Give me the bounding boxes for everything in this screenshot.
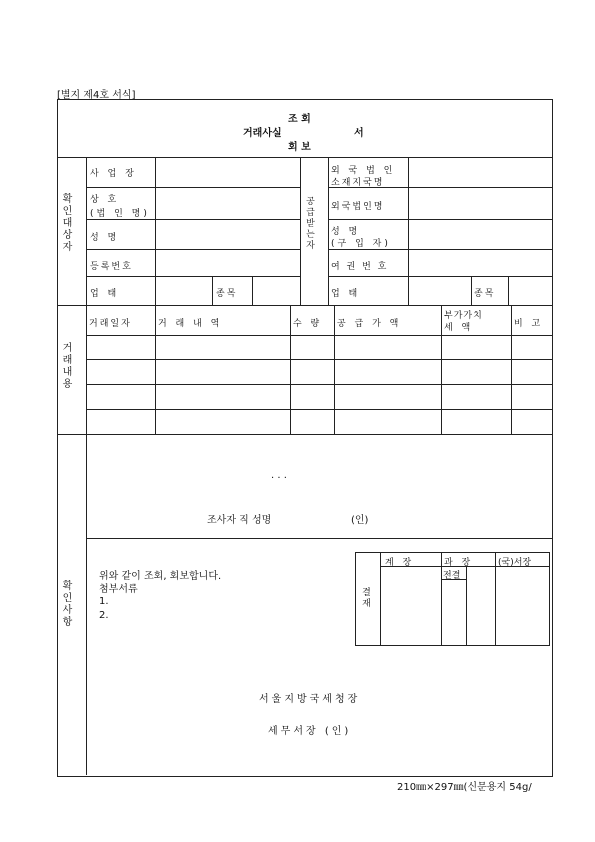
field-business-place: 사 업 장 [90, 169, 137, 179]
divider-section3 [57, 434, 552, 435]
line [86, 276, 300, 277]
field-country: 소재지국명 [331, 178, 385, 188]
line [290, 305, 291, 434]
investigator-seal: (인) [351, 515, 369, 526]
col-tax-amount: 세 액 [444, 323, 474, 333]
title-main: 거래사실 [243, 128, 282, 139]
line [86, 335, 552, 336]
form-code: [별지 제4호 서식] [57, 90, 136, 101]
line [328, 276, 552, 277]
col-vat: 부가가치 [444, 311, 483, 321]
col-quantity: 수 량 [293, 319, 323, 329]
line [86, 538, 552, 539]
line [328, 249, 552, 250]
field-foreign-corp-name: 외국법인명 [331, 202, 385, 212]
approval-delegated: 전결 [443, 571, 461, 581]
col-details: 거 래 내 역 [158, 319, 223, 329]
line [155, 305, 156, 434]
approval-manager: 과 장 [444, 558, 474, 568]
line [300, 157, 301, 305]
section1-label: 확인대상자 [60, 193, 71, 253]
line [334, 305, 335, 434]
title-suffix: 서 [354, 128, 364, 139]
field-business-type-2: 업 태 [331, 289, 361, 299]
attachment-2: 2. [99, 610, 109, 621]
title-bottom: 회 보 [288, 142, 311, 153]
col-date: 거래일자 [89, 319, 132, 329]
line [328, 219, 552, 220]
line [86, 249, 300, 250]
line [86, 409, 552, 410]
line [408, 157, 409, 305]
field-buyer-name: 성 명 [331, 227, 361, 237]
title-top: 조 회 [288, 114, 311, 125]
col-supply-value: 공 급 가 액 [337, 319, 402, 329]
field-foreign-corp: 외 국 법 인 [331, 166, 396, 176]
field-buyer: (구 입 자) [331, 239, 391, 249]
col-remarks: 비 고 [514, 319, 544, 329]
line [86, 434, 87, 775]
attachments-label: 첨부서류 [99, 584, 138, 595]
approval-director: (국)서장 [498, 558, 532, 568]
line [328, 157, 329, 305]
line [212, 276, 213, 305]
field-item: 종목 [216, 289, 238, 299]
approval-chief: 계 장 [385, 558, 415, 568]
receiver-label: 공급받는자 [304, 196, 314, 251]
field-passport: 여 권 번 호 [331, 262, 389, 272]
line [441, 305, 442, 434]
field-trade-name: 상 호 [90, 195, 120, 205]
section2-label: 거래내용 [60, 342, 71, 390]
divider-title [57, 157, 552, 158]
field-item-2: 종목 [474, 289, 496, 299]
section3-label: 확인사항 [60, 580, 71, 628]
tax-office-chief: 세무서장 (인) [268, 726, 352, 737]
line [86, 359, 552, 360]
date-dots: . . . [271, 470, 287, 481]
line [155, 157, 156, 305]
line [511, 305, 512, 434]
paper-spec: 210㎜×297㎜(신문용지 54g/ [397, 782, 532, 793]
line [86, 384, 552, 385]
divider-section2 [57, 305, 552, 306]
line [252, 276, 253, 305]
line [466, 566, 467, 645]
field-corp-name: (법 인 명) [90, 209, 150, 219]
field-business-type: 업 태 [90, 289, 120, 299]
line [86, 305, 87, 434]
approval-label: 결재 [360, 587, 370, 609]
line [471, 276, 472, 305]
line [508, 276, 509, 305]
field-reg-number: 등록번호 [90, 262, 133, 272]
issuing-office: 서울지방국세청장 [259, 694, 361, 705]
line [86, 187, 300, 188]
reply-text: 위와 같이 조회, 회보합니다. [99, 571, 222, 582]
field-name: 성 명 [90, 233, 120, 243]
investigator-label: 조사자 직 성명 [207, 515, 272, 526]
line [86, 157, 87, 305]
attachment-1: 1. [99, 596, 109, 607]
line [86, 219, 300, 220]
